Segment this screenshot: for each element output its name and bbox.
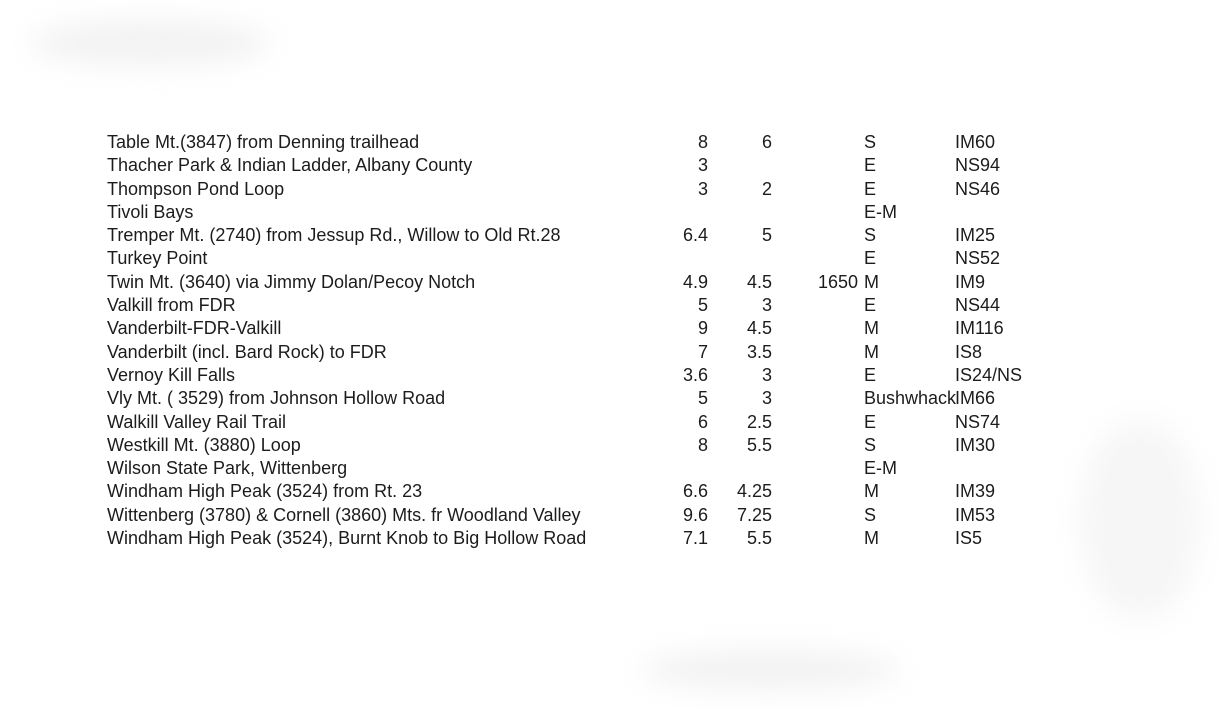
hike-miles: 7.1: [682, 528, 708, 549]
hike-name: Valkill from FDR: [107, 295, 236, 316]
hike-name: Tremper Mt. (2740) from Jessup Rd., Willow to Old Rt.28: [107, 225, 561, 246]
hike-reference: NS52: [955, 248, 1001, 269]
table-row: [0, 527, 1219, 550]
hike-hours: 5: [761, 225, 772, 246]
hike-name: Vanderbilt (incl. Bard Rock) to FDR: [107, 341, 387, 362]
hike-reference: IM25: [955, 225, 996, 246]
hike-hours: 5.5: [746, 528, 772, 549]
hike-difficulty: E: [864, 248, 877, 269]
hike-name: Thompson Pond Loop: [107, 178, 285, 199]
hike-reference: NS74: [955, 411, 1001, 432]
hike-elevation: 1650: [817, 271, 858, 292]
hike-difficulty: S: [864, 434, 877, 455]
hike-difficulty: S: [864, 225, 877, 246]
hike-difficulty: S: [864, 504, 877, 525]
table-row: [0, 154, 1219, 177]
hike-hours: 4.25: [736, 481, 772, 502]
table-row: [0, 271, 1219, 294]
table-row: [0, 504, 1219, 527]
table-row: [0, 457, 1219, 480]
hike-hours: 2.5: [746, 411, 772, 432]
hike-name: Twin Mt. (3640) via Jimmy Dolan/Pecoy Notch: [107, 271, 476, 292]
hike-name: Wittenberg (3780) & Cornell (3860) Mts. fr Woodland Valley: [107, 504, 581, 525]
hike-miles: 5: [697, 388, 708, 409]
hike-miles: 8: [697, 132, 708, 152]
table-row: [0, 224, 1219, 247]
hike-difficulty: Bushwhack: [864, 388, 957, 409]
hike-hours: 2: [761, 178, 772, 199]
hike-difficulty: M: [864, 528, 879, 549]
hike-hours: 3: [761, 388, 772, 409]
hike-reference: IS24/NS: [955, 364, 1023, 385]
hike-reference: IS8: [955, 341, 983, 362]
hike-reference: IM53: [955, 504, 996, 525]
table-row: [0, 387, 1219, 410]
hike-name: Thacher Park & Indian Ladder, Albany County: [107, 155, 473, 176]
hike-reference: IM39: [955, 481, 996, 502]
scan-smudge: [640, 650, 900, 690]
hike-hours: 3.5: [746, 341, 772, 362]
hike-miles: 5: [697, 295, 708, 316]
hike-difficulty: M: [864, 481, 879, 502]
hike-miles: 7: [697, 341, 708, 362]
scan-smudge: [30, 20, 270, 66]
hike-difficulty: M: [864, 271, 879, 292]
table-row: [0, 178, 1219, 201]
hike-difficulty: E: [864, 155, 877, 176]
hike-hours: 7.25: [736, 504, 772, 525]
hike-hours: 4.5: [746, 271, 772, 292]
hike-miles: 3.6: [682, 364, 708, 385]
hike-miles: 6.6: [682, 481, 708, 502]
hike-table: [0, 131, 1219, 550]
hike-reference: NS46: [955, 178, 1001, 199]
hike-reference: NS44: [955, 295, 1001, 316]
hike-hours: 3: [761, 295, 772, 316]
table-row: [0, 131, 1219, 154]
hike-miles: 9: [697, 318, 708, 339]
table-row: [0, 294, 1219, 317]
hike-miles: 6: [697, 411, 708, 432]
hike-difficulty: E: [864, 411, 877, 432]
hike-miles: 9.6: [682, 504, 708, 525]
hike-reference: IS5: [955, 528, 983, 549]
hike-name: Wilson State Park, Wittenberg: [107, 458, 348, 479]
table-row: [0, 341, 1219, 364]
table-row: [0, 317, 1219, 340]
hike-miles: 3: [697, 178, 708, 199]
hike-reference: IM116: [955, 318, 1004, 339]
hike-difficulty: S: [864, 132, 877, 152]
hike-miles: 4.9: [682, 271, 708, 292]
hike-difficulty: E: [864, 178, 877, 199]
hike-reference: IM60: [955, 132, 996, 152]
table-row: [0, 364, 1219, 387]
hike-reference: NS94: [955, 155, 1001, 176]
hike-name: Windham High Peak (3524), Burnt Knob to Big Hollow Road: [107, 528, 587, 549]
table-row: [0, 201, 1219, 224]
hike-name: Walkill Valley Rail Trail: [107, 411, 287, 432]
table-row: [0, 247, 1219, 270]
table-row: [0, 434, 1219, 457]
table-row: [0, 411, 1219, 434]
hike-reference: IM66: [955, 388, 996, 409]
hike-reference: IM30: [955, 434, 996, 455]
hike-name: Windham High Peak (3524) from Rt. 23: [107, 481, 423, 502]
hike-miles: 3: [697, 155, 708, 176]
hike-miles: 6.4: [682, 225, 708, 246]
hike-name: Vernoy Kill Falls: [107, 364, 236, 385]
hike-hours: 3: [761, 364, 772, 385]
hike-difficulty: E: [864, 364, 877, 385]
hike-name: Vly Mt. ( 3529) from Johnson Hollow Road: [107, 388, 446, 409]
hike-difficulty: E-M: [864, 201, 897, 222]
hike-name: Tivoli Bays: [107, 201, 194, 222]
hike-name: Table Mt.(3847) from Denning trailhead: [107, 132, 420, 152]
hike-name: Westkill Mt. (3880) Loop: [107, 434, 301, 455]
hike-hours: 6: [761, 132, 772, 152]
hike-hours: 4.5: [746, 318, 772, 339]
hike-reference: IM9: [955, 271, 986, 292]
hike-miles: 8: [697, 434, 708, 455]
hike-difficulty: E: [864, 295, 877, 316]
hike-name: Vanderbilt-FDR-Valkill: [107, 318, 282, 339]
hike-difficulty: M: [864, 341, 879, 362]
hike-difficulty: E-M: [864, 458, 897, 479]
hike-difficulty: M: [864, 318, 879, 339]
table-row: [0, 480, 1219, 503]
hike-name: Turkey Point: [107, 248, 208, 269]
hike-hours: 5.5: [746, 434, 772, 455]
